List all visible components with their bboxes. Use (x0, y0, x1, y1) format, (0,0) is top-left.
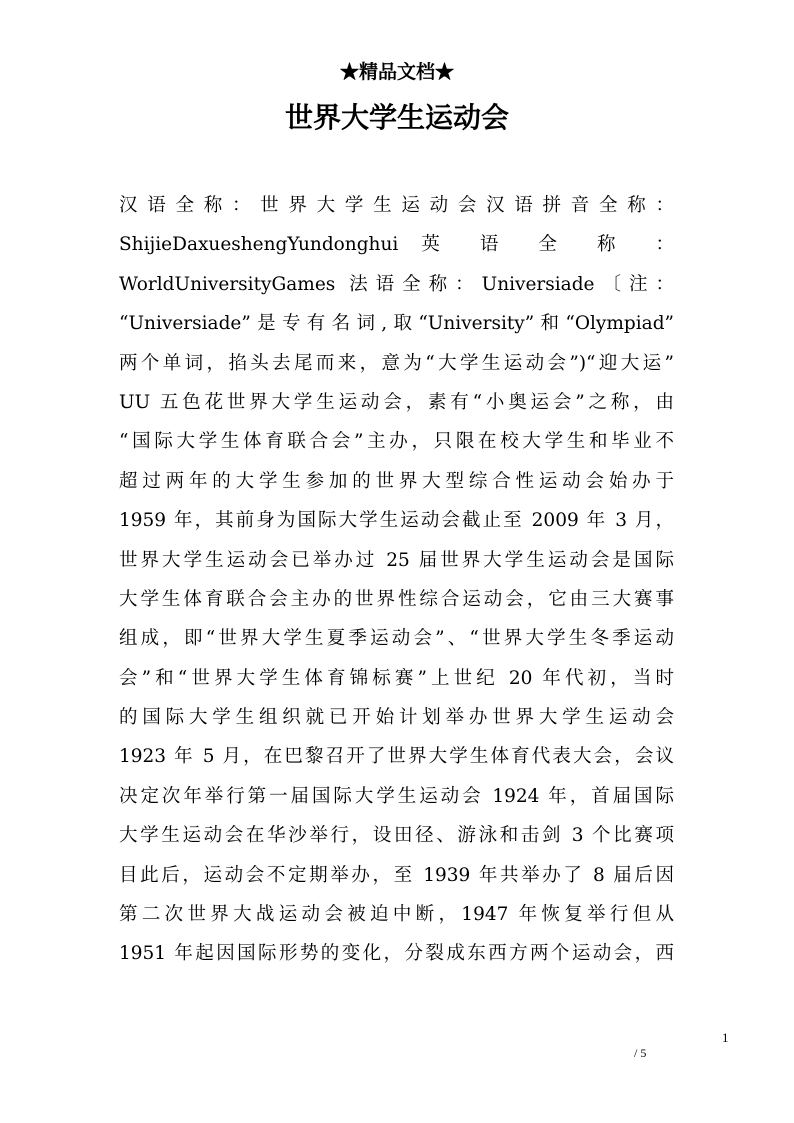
document-header: ★精品文档★ (339, 61, 454, 83)
text-line: 的国际大学生组织就已开始计划举办世界大学生运动会 (119, 707, 674, 729)
text-line: 决定次年举行第一届国际大学生运动会 1924 年，首届国际 (119, 785, 674, 807)
body-paragraph (119, 186, 674, 974)
text-line: 组成，即“世界大学生夏季运动会”、“世界大学生冬季运动 (119, 628, 674, 650)
text-line: 第二次世界大战运动会被迫中断，1947 年恢复举行但从 (119, 904, 674, 926)
text-line: WorldUniversityGames 法语全称：Universiade〔注： (119, 273, 674, 295)
text-line: 1923 年 5 月，在巴黎召开了世界大学生体育代表大会，会议 (119, 746, 674, 768)
text-line: “国际大学生体育联合会”主办，只限在校大学生和毕业不 (119, 431, 674, 453)
document-title: 世界大学生运动会 (284, 101, 509, 134)
text-line: 两个单词，掐头去尾而来，意为“大学生运动会”)“迎大运” (119, 352, 674, 374)
text-line: UU 五色花世界大学生运动会，素有“小奥运会”之称，由 (119, 391, 674, 413)
text-line: 大学生运动会在华沙举行，设田径、游泳和击剑 3 个比赛项 (119, 825, 674, 847)
text-line: 大学生体育联合会主办的世界性综合运动会，它由三大赛事 (119, 588, 674, 610)
text-line: “Universiade”是专有名词,取“University”和“Olympiad” (119, 313, 674, 335)
text-line: 目此后，运动会不定期举办，至 1939 年共举办了 8 届后因 (119, 864, 674, 886)
text-line: 会”和“世界大学生体育锦标赛”上世纪 20 年代初，当时 (119, 667, 674, 689)
page-number: 1 (722, 1030, 729, 1045)
text-line: 超过两年的大学生参加的世界大型综合性运动会始办于 (119, 470, 674, 492)
page-total: / 5 (634, 1046, 647, 1060)
text-line: ShijieDaxueshengYundonghui 英 语 全 称 ： (119, 234, 674, 256)
text-line: 1951 年起因国际形势的变化，分裂成东西方两个运动会，西 (119, 943, 674, 965)
text-line: 汉语全称：世界大学生运动会汉语拼音全称： (119, 195, 674, 216)
text-line: 1959 年，其前身为国际大学生运动会截止至 2009 年 3 月， (119, 510, 674, 532)
text-line: 世界大学生运动会已举办过 25 届世界大学生运动会是国际 (119, 549, 674, 571)
